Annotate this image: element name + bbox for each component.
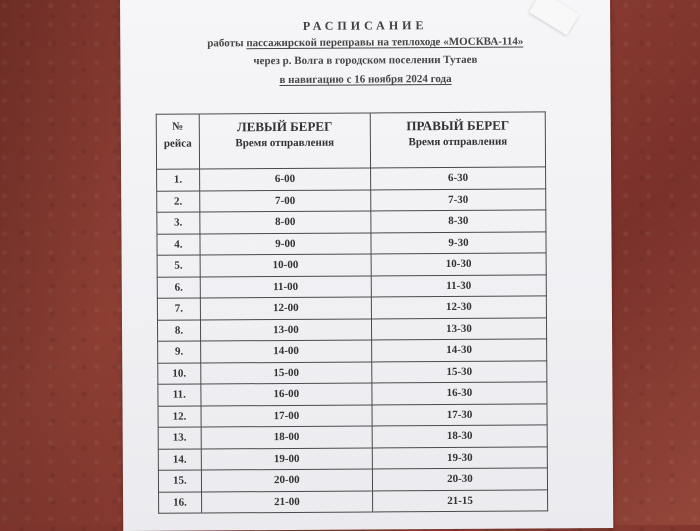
schedule-table-wrap	[156, 111, 548, 513]
table-row	[158, 468, 547, 492]
left-bank-time: 13-00	[200, 318, 371, 341]
trip-number: 11.	[158, 384, 201, 406]
header-left-bank	[199, 113, 370, 169]
table-row	[157, 167, 546, 191]
right-bank-time: 21-15	[372, 489, 547, 512]
header-number-content	[157, 115, 199, 153]
trip-number: 10.	[158, 363, 201, 385]
header-left-bank-title: ЛЕВЫЙ БЕРЕГ	[236, 118, 333, 135]
left-bank-time: 10-00	[200, 254, 371, 277]
left-bank-time: 9-00	[200, 232, 371, 255]
right-bank-time: 6-30	[370, 167, 545, 190]
left-bank-time: 19-00	[201, 447, 372, 470]
header-right-bank	[370, 112, 545, 168]
schedule-table-header	[156, 112, 545, 169]
left-bank-time: 17-00	[201, 404, 372, 427]
wall-shadow	[0, 0, 120, 525]
trip-number: 7.	[157, 298, 200, 320]
right-bank-time: 12-30	[371, 296, 546, 319]
header-number-top: №	[172, 120, 184, 133]
right-bank-time: 18-30	[372, 425, 547, 448]
right-bank-time: 17-30	[372, 403, 547, 426]
trip-number: 6.	[157, 277, 200, 299]
table-row	[157, 253, 546, 277]
trip-number: 15.	[158, 470, 201, 492]
right-bank-time: 14-30	[372, 339, 547, 362]
header-right-bank-content	[371, 112, 545, 151]
header-left-bank-content	[200, 113, 370, 152]
right-bank-time: 19-30	[372, 446, 547, 469]
table-row	[157, 274, 546, 298]
table-row	[157, 317, 546, 341]
trip-number: 8.	[157, 320, 200, 342]
right-bank-time: 9-30	[371, 231, 546, 254]
table-row	[158, 403, 547, 427]
table-row	[157, 296, 546, 320]
table-row	[157, 188, 546, 212]
schedule-table-body	[157, 167, 548, 513]
right-bank-time: 10-30	[371, 253, 546, 276]
header-right-bank-title: ПРАВЫЙ БЕРЕГ	[406, 117, 510, 134]
trip-number: 5.	[157, 255, 200, 277]
right-bank-time: 13-30	[371, 317, 546, 340]
header-right-bank-subtitle: Время отправления	[408, 135, 508, 149]
header-number	[156, 114, 199, 169]
right-bank-time: 16-30	[372, 382, 547, 405]
table-row	[157, 210, 546, 234]
right-bank-time: 8-30	[371, 210, 546, 233]
schedule-paper	[120, 0, 613, 531]
right-bank-time: 20-30	[372, 468, 547, 491]
left-bank-time: 16-00	[201, 383, 372, 406]
left-bank-time: 14-00	[200, 340, 371, 363]
schedule-title: РАСПИСАНИЕ	[302, 18, 428, 33]
trip-number: 1.	[157, 169, 200, 191]
trip-number: 12.	[158, 406, 201, 428]
schedule-table	[156, 111, 548, 513]
left-bank-time: 11-00	[200, 275, 371, 298]
subtitle-line-2: через р. Волга в городском поселении Тутаев	[253, 53, 478, 68]
table-row	[158, 339, 547, 363]
left-bank-time: 20-00	[201, 469, 372, 492]
table-row	[158, 425, 547, 449]
subtitle-line-3: в навигацию с 16 ноября 2024 года	[279, 72, 452, 87]
table-row	[157, 231, 546, 255]
left-bank-time: 8-00	[200, 211, 371, 234]
header-left-bank-subtitle: Время отправления	[235, 136, 335, 150]
left-bank-time: 18-00	[201, 426, 372, 449]
trip-number: 14.	[158, 449, 201, 471]
right-bank-time: 15-30	[372, 360, 547, 383]
table-row	[158, 360, 547, 384]
left-bank-time: 21-00	[201, 490, 372, 513]
subtitle-line-1-prefix: работы	[207, 37, 244, 50]
left-bank-time: 7-00	[199, 189, 370, 212]
subtitle-line-1-underlined: пассажирской переправы на теплоходе «МОСКВА-114»	[246, 35, 524, 50]
table-row	[159, 489, 548, 513]
left-bank-time: 6-00	[199, 168, 370, 191]
trip-number: 2.	[157, 191, 200, 213]
right-bank-time: 11-30	[371, 274, 546, 297]
right-bank-time: 7-30	[371, 188, 546, 211]
table-row	[158, 446, 547, 470]
trip-number: 13.	[158, 427, 201, 449]
trip-number: 4.	[157, 234, 200, 256]
header-number-bottom: рейса	[163, 137, 192, 150]
subtitle-line-1	[120, 35, 610, 50]
header-row	[156, 112, 545, 169]
trip-number: 3.	[157, 212, 200, 234]
table-row	[158, 382, 547, 406]
trip-number: 16.	[159, 492, 202, 514]
left-bank-time: 15-00	[201, 361, 372, 384]
trip-number: 9.	[158, 341, 201, 363]
left-bank-time: 12-00	[200, 297, 371, 320]
